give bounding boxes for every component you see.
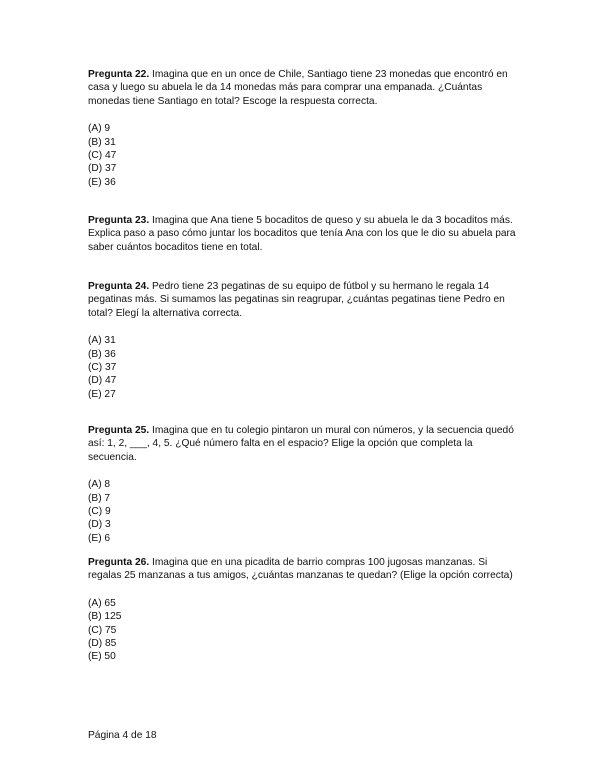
question-22	[88, 68, 518, 189]
option-e: (E) 6	[88, 532, 111, 544]
option-a: (A) 65	[88, 597, 116, 609]
option-c: (C) 75	[88, 624, 117, 636]
question-24	[88, 280, 518, 401]
question-label: Pregunta 24.	[88, 281, 150, 292]
question-text: Imagina que en una picadita de barrio compras 100 jugosas manzanas. Si regalas 25 manzanas a tus amigos, ¿cuántas manzanas te quedan? (Elige la opción correcta)	[88, 557, 513, 582]
option-b: (B) 7	[88, 492, 111, 504]
option-b: (B) 36	[88, 348, 116, 360]
question-23	[88, 214, 518, 254]
option-c: (C) 37	[88, 362, 117, 374]
question-26	[88, 556, 518, 664]
option-a: (A) 31	[88, 335, 116, 347]
question-label: Pregunta 25.	[88, 425, 150, 436]
option-d: (D) 85	[88, 638, 117, 650]
question-label: Pregunta 23.	[88, 215, 150, 226]
option-b: (B) 125	[88, 611, 122, 623]
question-text: Pedro tiene 23 pegatinas de su equipo de fútbol y su hermano le regala 14 pegatinas más. Si sumamos las pegatinas sin reagrupar, ¿cuántas pegatinas tiene Pedro en total? Elegí la alternativa correcta.	[88, 281, 505, 319]
option-d: (D) 47	[88, 375, 117, 387]
question-text: Imagina que en tu colegio pintaron un mural con números, y la secuencia quedó así: 1, 2, ___, 4, 5. ¿Qué número falta en el espacio? Elige la opción que completa la secuencia.	[88, 425, 514, 463]
option-a: (A) 9	[88, 123, 111, 135]
option-c: (C) 47	[88, 150, 117, 162]
question-25	[88, 424, 518, 545]
options-list	[88, 334, 518, 401]
question-text: Imagina que en un once de Chile, Santiago tiene 23 monedas que encontró en casa y luego su abuela le da 14 monedas más para comprar una empanada. ¿Cuántas monedas tiene Santiago en total? Escoge la respuesta correcta.	[88, 69, 508, 107]
page-number: Página 4 de 18	[88, 730, 157, 741]
option-e: (E) 27	[88, 388, 116, 400]
question-label: Pregunta 26.	[88, 557, 150, 568]
question-label: Pregunta 22.	[88, 69, 150, 80]
options-list	[88, 478, 518, 545]
option-c: (C) 9	[88, 506, 111, 518]
options-list	[88, 597, 518, 664]
option-b: (B) 31	[88, 136, 116, 148]
option-d: (D) 37	[88, 163, 117, 175]
option-d: (D) 3	[88, 519, 111, 531]
option-a: (A) 8	[88, 479, 111, 491]
option-e: (E) 36	[88, 176, 116, 188]
option-e: (E) 50	[88, 651, 116, 663]
question-text: Imagina que Ana tiene 5 bocaditos de queso y su abuela le da 3 bocaditos más. Explica paso a paso cómo juntar los bocaditos que tenía Ana con los que le dio su abuela para saber cuántos bocaditos tiene en total.	[88, 215, 516, 253]
options-list	[88, 122, 518, 189]
